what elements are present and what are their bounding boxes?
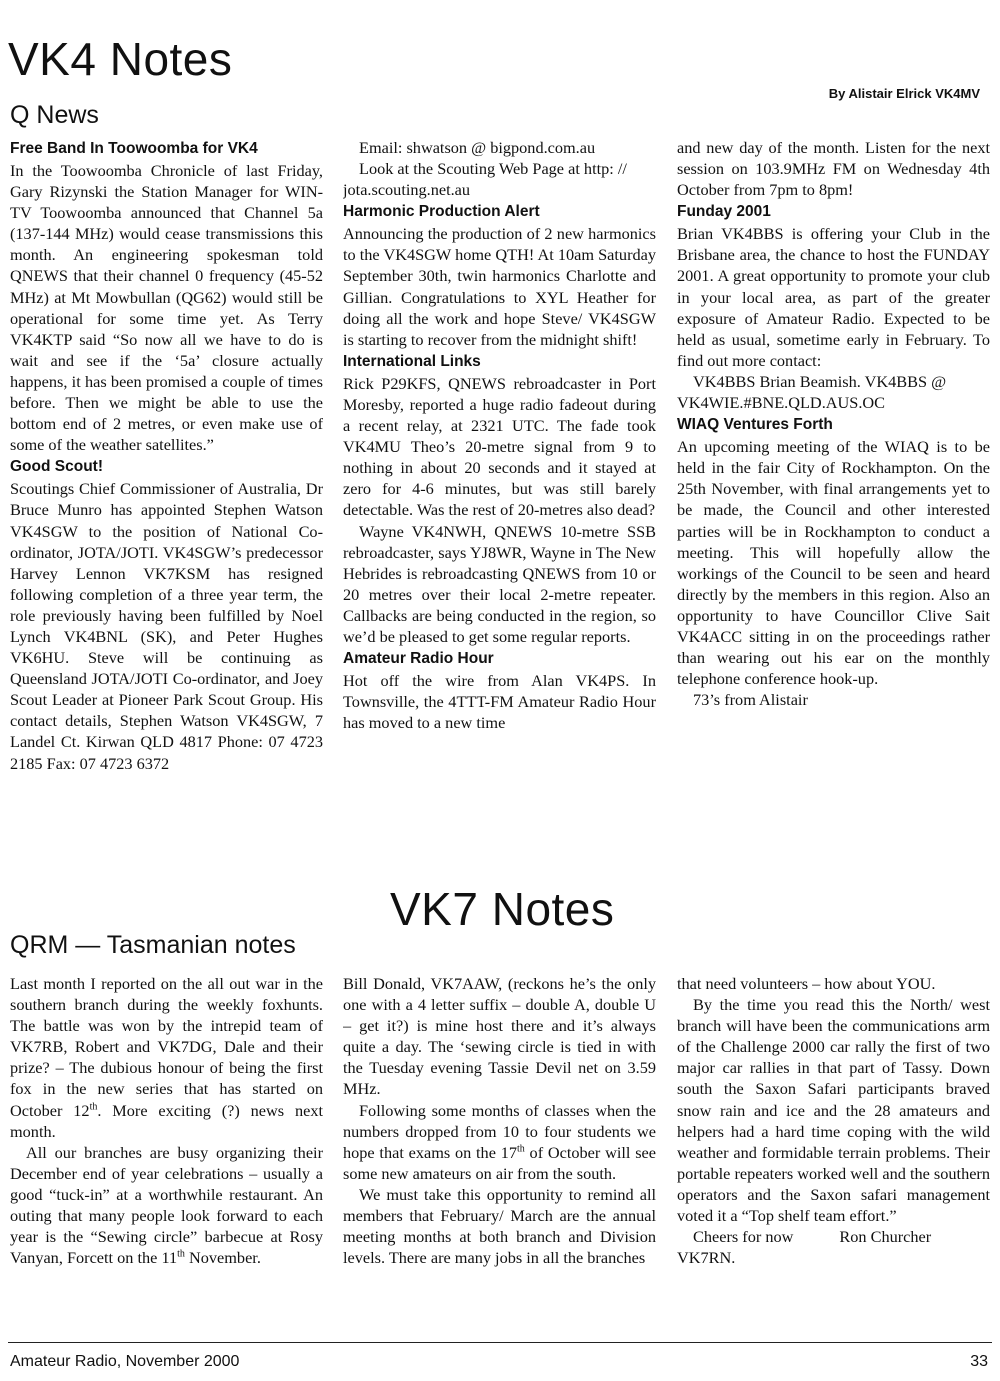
vk4-heading-funday: Funday 2001 — [677, 203, 771, 221]
vk4-paragraph: Scoutings Chief Commissioner of Australia, Dr Bruce Munro has appointed Stephen Watson VK4SGW to the position of National Co-ordinator, JOTA/JOTI. VK4SGW’s predecessor Harvey Lennon VK7KSM has resigned following completion of a three year term, the role previously having been fulfilled by Noel Lynch VK4BNL (SK), and Peter Hughes VK6HU. Steve will be continuing as Queensland JOTA/JOTI Co-ordinator, and Joey Scout Leader at Pioneer Park Scout Group. His contact details, Stephen Watson VK4SGW, 7 Landel Ct. Kirwan QLD 4817 Phone: 07 4723 2185 Fax: 07 4723 6372 — [10, 479, 323, 773]
vk4-heading-radio-hour: Amateur Radio Hour — [343, 650, 494, 668]
footer-page-number: 33 — [970, 1353, 988, 1370]
vk7-signoff: Cheers for now Ron Churcher — [693, 1227, 932, 1247]
vk4-heading-harmonic: Harmonic Production Alert — [343, 203, 540, 221]
vk4-paragraph: Announcing the production of 2 new harmonics to the VK4SGW home QTH! At 10am Saturday September 30th, twin harmonics Charlotte and Gillian. Congratulations to XYL Heather for doing all the work and hope Steve/ VK4SGW is starting to recover from the midnight shift! — [343, 224, 656, 349]
vk7-paragraph: Last month I reported on the all out war in the southern branch during the weekly foxhunts. The battle was won by the intrepid team of VK7RB, Robert and VK7DG, Dale and their prize? – The dubious honour of being the first fox in the new series that has started on October 12th. More exciting (?) news next month. — [10, 974, 323, 1141]
vk4-subtitle: Q News — [10, 101, 99, 129]
vk7-paragraph: All our branches are busy organizing their December end of year celebrations – usually a good “tuck-in” at a worthwhile restaurant. An outing that many people look forward to each year is the “Sewing circle” barbecue at Rosy Vanyan, Forcett on the 11th November. — [10, 1142, 323, 1268]
vk7-title: VK7 Notes — [390, 883, 615, 935]
vk7-subtitle: QRM — Tasmanian notes — [10, 931, 296, 959]
footer-rule — [8, 1342, 992, 1343]
vk4-paragraph: Wayne VK4NWH, QNEWS 10-metre SSB rebroadcaster, says YJ8WR, Wayne in The New Hebrides is rebroadcasting QNEWS from 10 or 20 metres over their local 2-metre repeater. Callbacks are being conducted in the region, so we’d be pleased to get some regular reports. — [343, 521, 656, 646]
vk4-column-1 — [10, 137, 323, 867]
vk7-paragraph: Bill Donald, VK7AAW, (reckons he’s the only one with a 4 letter suffix – double A, double U – get it?) is mine host there and it’s always quite a day. The ‘sewing circle is tied in with the Tuesday evening Tassie Devil net on 3.59 MHz. — [343, 974, 656, 1099]
vk7-paragraph: We must take this opportunity to remind all members that February/ March are the annual meeting months at both branch and Division levels. There are many jobs in all the branches — [343, 1184, 656, 1268]
vk4-column-2 — [343, 137, 656, 837]
vk7-paragraph: By the time you read this the North/ west branch will have been the communications arm of the Challenge 2000 car rally the first of two major car rallies in that part of Tassy. Down south the Saxon Safari participants braved snow rain and ice and the 28 amateurs and helpers had a hard time coping with the wild weather and formidable terrain problems. Their portable repeaters worked well and the southern operators and the Saxon safari management voted it a “Top shelf team effort.” — [677, 995, 990, 1226]
vk4-paragraph: and new day of the month. Listen for the next session on 103.9MHz FM on Wednesday 4th October from 7pm to 8pm! — [677, 138, 990, 200]
footer-publication: Amateur Radio, November 2000 — [10, 1353, 240, 1370]
vk4-paragraph: Brian VK4BBS is offering your Club in the Brisbane area, the chance to host the FUNDAY 2001. A great opportunity to promote your club in your local area, as part of the greater exposure of Amateur Radio. Expected to be held as usual, sometime early in February. To find out more contact: — [677, 224, 990, 370]
vk4-paragraph: Rick P29KFS, QNEWS rebroadcaster in Port Moresby, reported a huge radio fadeout during a recent relay, at 2321 UTC. The fade took VK4MU Theo’s 20-metre signal from 9 to nothing in about 20 seconds and it stayed at zero for 4-6 minutes, but was still barely detectable. Was the rest of 20-metres also dead? — [343, 373, 656, 520]
vk4-signoff: 73’s from Alistair — [693, 690, 808, 710]
vk4-paragraph: An upcoming meeting of the WIAQ is to be held in the fair City of Rockhampton. On the 25th November, with final arrangements yet to be made, the Council and other interested parties will be in Rockhampton to conduct a meeting. This will hopefully allow the workings of the Council to be seen and heard directly by the members in this region. Also an opportunity to have Councillor Clive Sait VK4ACC sitting in on the proceedings rather than wearing out his ear on the monthly telephone conference hook-up. — [677, 437, 990, 689]
vk4-heading-international: International Links — [343, 352, 481, 370]
vk4-paragraph: Hot off the wire from Alan VK4PS. In Townsville, the 4TTT-FM Amateur Radio Hour has moved to a new time — [343, 671, 656, 733]
vk7-callsign: VK7RN. — [677, 1248, 736, 1268]
vk4-heading-free-band: Free Band In Toowoomba for VK4 — [10, 140, 258, 157]
vk4-heading-good-scout: Good Scout! — [10, 458, 103, 476]
vk7-paragraph: Following some months of classes when the numbers dropped from 10 to four students we hope that exams on the 17th of October will see some new amateurs on air from the south. — [343, 1100, 656, 1183]
vk4-paragraph: Look at the Scouting Web Page at http: // jota.scouting.net.au — [343, 159, 627, 200]
vk4-column-3 — [677, 137, 990, 817]
vk4-contact: VK4BBS Brian Beamish. VK4BBS @ VK4WIE.#BNE.QLD.AUS.OC — [677, 371, 947, 413]
vk4-paragraph: In the Toowoomba Chronicle of last Friday, Gary Rizynski the Station Manager for WIN-TV Toowoomba announced that Channel 5a (137-144 MHz) would cease transmissions this month. An engineering spokesman told QNEWS that their channel 0 frequency (45-52 MHz) at Mt Mowbullan (QG62) would still be operational for some time yet. As Terry VK4KTP said “So now all we have to do is wait and see if the ‘5a’ closure actually happens, it has been promised a couple of times before. Then we might be able to use the bottom end of 2 metres, or even make use of some of the weather satellites.” — [10, 161, 323, 455]
vk4-heading-wiaq: WIAQ Ventures Forth — [677, 416, 833, 434]
vk4-paragraph: Email: shwatson @ bigpond.com.au — [359, 138, 596, 157]
vk4-title: VK4 Notes — [8, 33, 233, 85]
vk7-column-2 — [343, 973, 656, 1318]
vk4-byline: By Alistair Elrick VK4MV — [828, 86, 980, 101]
vk7-column-1 — [10, 973, 323, 1318]
vk7-paragraph: that need volunteers – how about YOU. — [677, 974, 936, 993]
vk7-column-3 — [677, 973, 990, 1318]
